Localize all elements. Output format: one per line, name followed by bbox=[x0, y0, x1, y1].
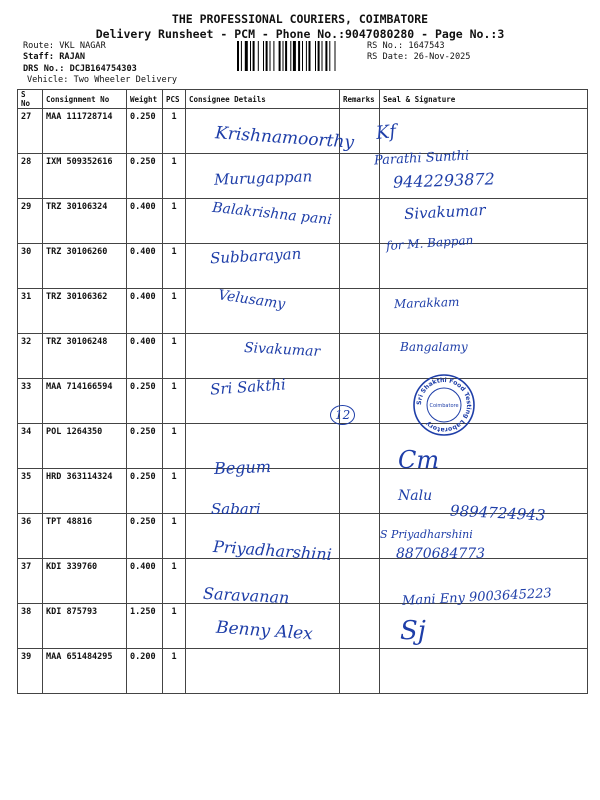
handwritten-name: Sabari bbox=[211, 500, 261, 518]
pcs-cell: 1 bbox=[163, 334, 186, 379]
signature-27: Kf bbox=[374, 121, 398, 144]
signature-cell bbox=[380, 649, 588, 694]
weight-cell: 0.400 bbox=[127, 199, 163, 244]
col-consignment: Consignment No bbox=[43, 90, 127, 109]
signature-31: Marakkam bbox=[393, 294, 460, 312]
signature-cell bbox=[380, 109, 588, 154]
sno-cell: 36 bbox=[18, 514, 43, 559]
pcs-cell: 1 bbox=[163, 289, 186, 334]
col-sno: S No bbox=[18, 90, 43, 109]
remarks-cell bbox=[340, 244, 380, 289]
handwritten-name: Sivakumar bbox=[243, 340, 321, 360]
sno-cell: 27 bbox=[18, 109, 43, 154]
sno-cell: 35 bbox=[18, 469, 43, 514]
remarks-cell bbox=[340, 289, 380, 334]
remarks-cell bbox=[340, 649, 380, 694]
remarks-cell bbox=[340, 604, 380, 649]
remarks-cell bbox=[340, 199, 380, 244]
drs-number: DRS No.: DCJB164754303 bbox=[23, 64, 137, 74]
remarks-cell bbox=[340, 424, 380, 469]
consignment-cell: KDI 339760 bbox=[43, 559, 127, 604]
pcs-cell: 1 bbox=[163, 604, 186, 649]
weight-cell: 0.250 bbox=[127, 424, 163, 469]
weight-cell: 0.250 bbox=[127, 514, 163, 559]
pcs-cell: 1 bbox=[163, 469, 186, 514]
signature-30: for M. Bappan bbox=[385, 232, 474, 254]
consignment-cell: HRD 363114324 bbox=[43, 469, 127, 514]
weight-cell: 0.250 bbox=[127, 109, 163, 154]
table-row bbox=[18, 424, 588, 469]
handwritten-name: Benny Alex bbox=[215, 617, 314, 645]
weight-cell: 0.250 bbox=[127, 379, 163, 424]
signature-38: Mani Eny 9003645223 bbox=[401, 586, 553, 609]
seal-center-text: Coimbatore bbox=[429, 403, 459, 409]
sno-cell: 30 bbox=[18, 244, 43, 289]
col-weight: Weight bbox=[127, 90, 163, 109]
handwritten-name: Balakrishna pani bbox=[211, 199, 333, 229]
signature-32: Bangalamy bbox=[400, 340, 468, 354]
signature-28-phone: 9442293872 bbox=[392, 169, 496, 192]
handwritten-name: Krishnamoorthy bbox=[214, 123, 355, 153]
handwritten-name: Subbarayan bbox=[209, 244, 302, 268]
signature-36-phone: 9894724943 bbox=[449, 501, 546, 525]
signature-29: Sivakumar bbox=[403, 200, 486, 224]
vehicle-label: Vehicle: Two Wheeler Delivery bbox=[27, 75, 178, 85]
signature-36: Nalu bbox=[398, 488, 433, 504]
consignment-cell: TRZ 30106260 bbox=[43, 244, 127, 289]
pcs-cell: 1 bbox=[163, 199, 186, 244]
sno-cell: 29 bbox=[18, 199, 43, 244]
handwritten-name: Priyadharshini bbox=[212, 536, 333, 565]
consignment-cell: TPT 48816 bbox=[43, 514, 127, 559]
table-header-row bbox=[18, 90, 588, 109]
col-pcs: PCS bbox=[163, 90, 186, 109]
signature-cell bbox=[380, 379, 588, 424]
pcs-cell: 1 bbox=[163, 559, 186, 604]
consignment-cell: IXM 509352616 bbox=[43, 154, 127, 199]
sno-cell: 32 bbox=[18, 334, 43, 379]
sno-cell: 37 bbox=[18, 559, 43, 604]
handwritten-name: Murugappan bbox=[213, 167, 313, 189]
weight-cell: 0.400 bbox=[127, 289, 163, 334]
sno-cell: 31 bbox=[18, 289, 43, 334]
staff-label: Staff: RAJAN bbox=[23, 52, 86, 62]
remarks-cell bbox=[340, 334, 380, 379]
sno-cell: 33 bbox=[18, 379, 43, 424]
col-consignee: Consignee Details bbox=[186, 90, 340, 109]
col-signature: Seal & Signature bbox=[380, 90, 588, 109]
runsheet-subtitle: Delivery Runsheet - PCM - Phone No.:9047080280 - Page No.:3 bbox=[95, 27, 505, 41]
handwritten-name: Sri Sakthi bbox=[209, 375, 287, 399]
remarks-cell bbox=[340, 514, 380, 559]
pcs-cell: 1 bbox=[163, 424, 186, 469]
signature-28-name: Parathi Sunthi bbox=[373, 148, 470, 169]
rs-number: RS No.: 1647543 bbox=[367, 41, 445, 51]
pcs-cell: 1 bbox=[163, 514, 186, 559]
weight-cell: 0.250 bbox=[127, 154, 163, 199]
seal-ring-text: Sri Shakthi Food Testing Laboratory bbox=[415, 376, 473, 434]
signature-37-name: S Priyadharshini bbox=[380, 528, 473, 541]
weight-cell: 0.400 bbox=[127, 244, 163, 289]
pcs-cell: 1 bbox=[163, 154, 186, 199]
pcs-cell: 1 bbox=[163, 244, 186, 289]
table-row bbox=[18, 244, 588, 289]
table-row bbox=[18, 379, 588, 424]
weight-cell: 0.400 bbox=[127, 334, 163, 379]
pcs-cell: 1 bbox=[163, 109, 186, 154]
handwritten-name: Begum bbox=[213, 457, 272, 478]
consignment-cell: MAA 111728714 bbox=[43, 109, 127, 154]
consignment-cell: MAA 651484295 bbox=[43, 649, 127, 694]
signature-cell bbox=[380, 289, 588, 334]
consignment-cell: POL 1264350 bbox=[43, 424, 127, 469]
weight-cell: 0.200 bbox=[127, 649, 163, 694]
weight-cell: 0.250 bbox=[127, 469, 163, 514]
signature-37-phone: 8870684773 bbox=[396, 546, 486, 562]
route-label: Route: VKL NAGAR bbox=[23, 41, 106, 51]
col-remarks: Remarks bbox=[340, 90, 380, 109]
handwritten-mark: 12 bbox=[330, 405, 355, 425]
remarks-cell bbox=[340, 559, 380, 604]
consignment-cell: KDI 875793 bbox=[43, 604, 127, 649]
table-row bbox=[18, 289, 588, 334]
company-title: THE PROFESSIONAL COURIERS, COIMBATORE bbox=[171, 12, 429, 26]
remarks-cell bbox=[340, 469, 380, 514]
pcs-cell: 1 bbox=[163, 379, 186, 424]
consignment-cell: MAA 714166594 bbox=[43, 379, 127, 424]
barcode-icon bbox=[237, 41, 363, 71]
rs-date: RS Date: 26-Nov-2025 bbox=[367, 52, 471, 62]
sno-cell: 38 bbox=[18, 604, 43, 649]
signature-39: Sj bbox=[400, 616, 426, 646]
handwritten-name: Saravanan bbox=[202, 583, 290, 608]
weight-cell: 1.250 bbox=[127, 604, 163, 649]
sno-cell: 39 bbox=[18, 649, 43, 694]
handwritten-name: Velusamy bbox=[217, 287, 287, 313]
weight-cell: 0.400 bbox=[127, 559, 163, 604]
signature-35: Cm bbox=[398, 446, 440, 474]
pcs-cell: 1 bbox=[163, 649, 186, 694]
consignment-cell: TRZ 30106248 bbox=[43, 334, 127, 379]
company-seal-icon bbox=[412, 373, 476, 437]
table-row bbox=[18, 649, 588, 694]
sno-cell: 28 bbox=[18, 154, 43, 199]
consignment-cell: TRZ 30106324 bbox=[43, 199, 127, 244]
consignee-cell bbox=[186, 649, 340, 694]
sno-cell: 34 bbox=[18, 424, 43, 469]
consignment-cell: TRZ 30106362 bbox=[43, 289, 127, 334]
